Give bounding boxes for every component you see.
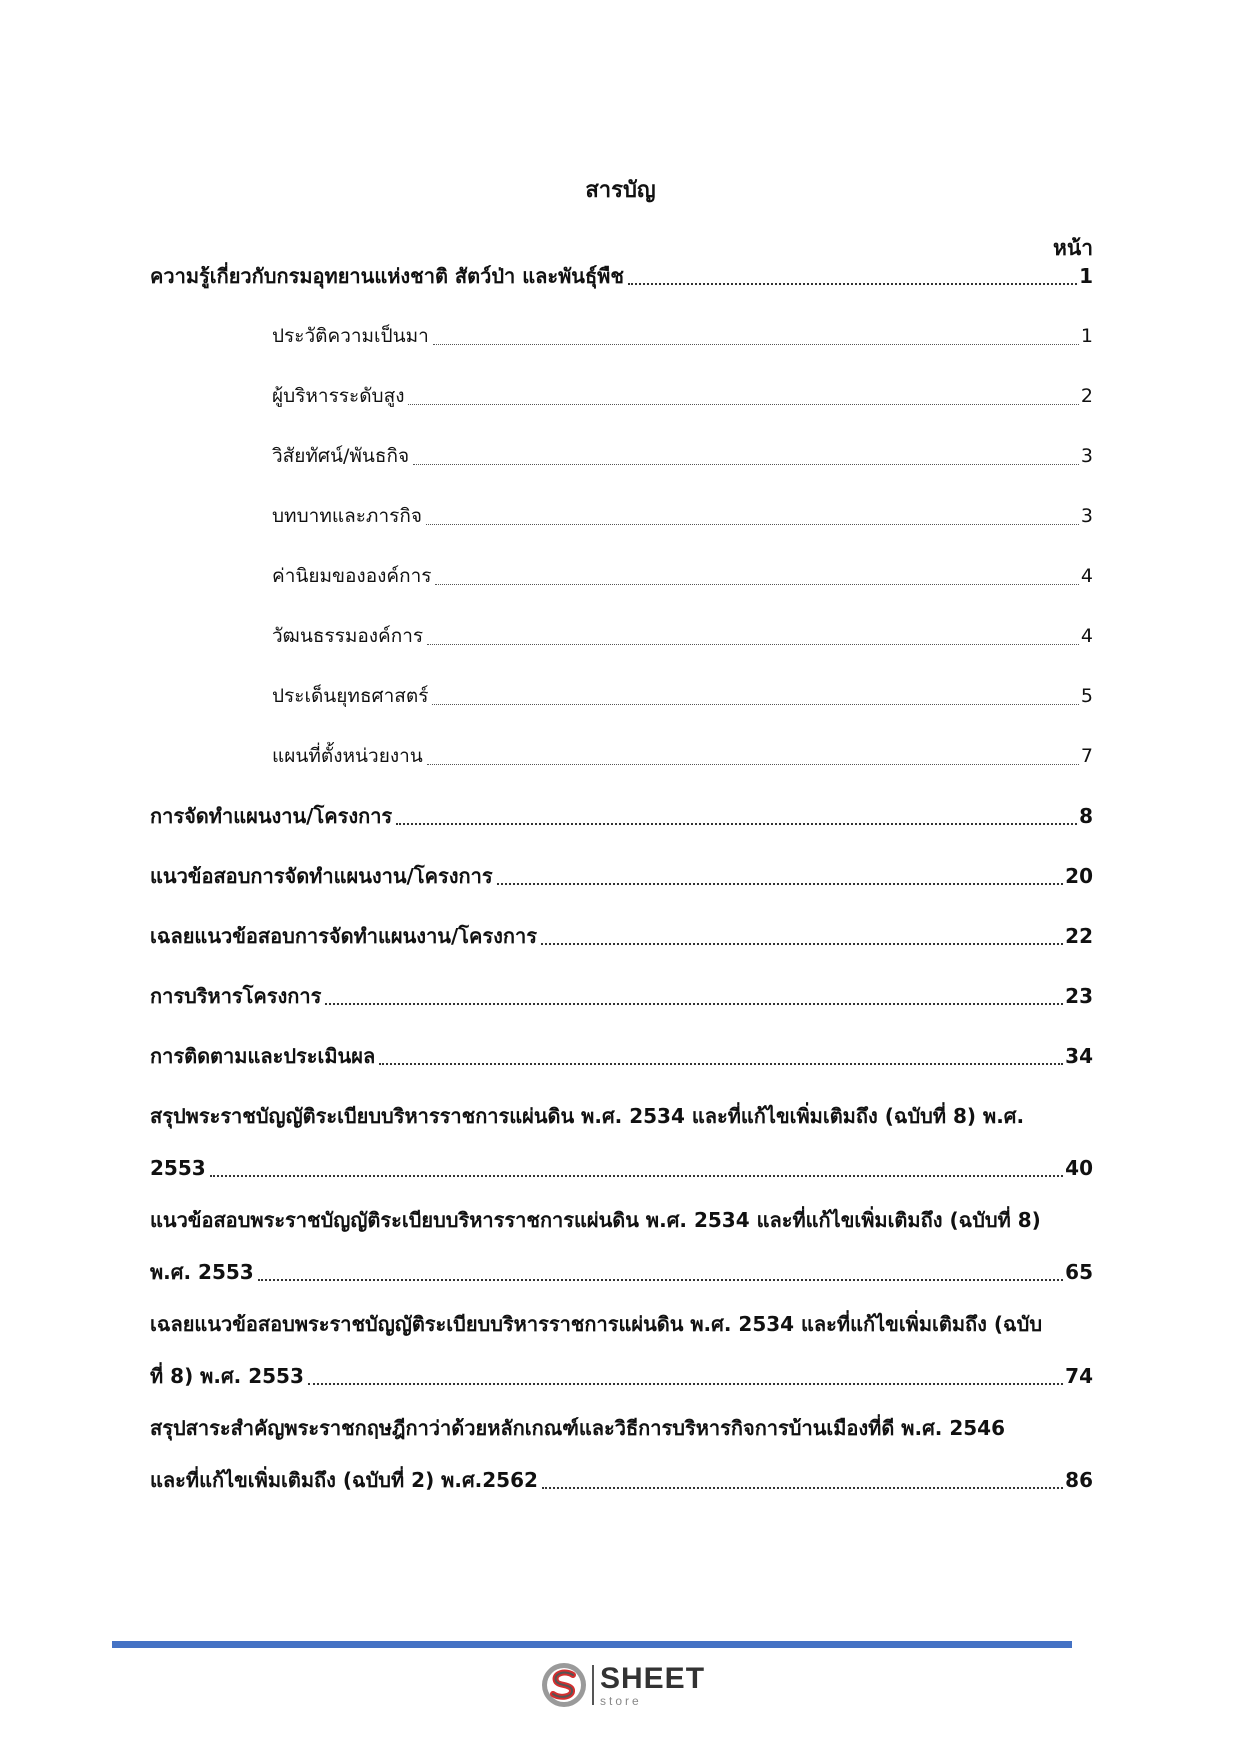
toc-entry (150, 262, 1093, 290)
dot-leader (408, 404, 1078, 405)
toc-entry-page: 4 (1080, 565, 1093, 587)
toc-entry-text: ผู้บริหารระดับสูง (272, 385, 405, 407)
page-column-label: หน้า (1053, 236, 1093, 260)
toc-entry-page: 34 (1065, 1044, 1093, 1068)
dot-leader (541, 943, 1063, 945)
toc-entry-text: การบริหารโครงการ (150, 984, 322, 1008)
dot-leader (427, 644, 1079, 645)
dot-leader (433, 344, 1079, 345)
toc-entry-text: วิสัยทัศน์/พันธกิจ (272, 445, 410, 467)
dot-leader (210, 1175, 1063, 1177)
toc-entry-page: 5 (1080, 685, 1093, 707)
toc-entry-text-line2: 2553 (150, 1156, 206, 1180)
toc-entry-page: 74 (1065, 1364, 1093, 1388)
toc-entry (272, 622, 1093, 650)
toc-entry-text-line2: และที่แก้ไขเพิ่มเติมถึง (ฉบับที่ 2) พ.ศ.2562 (150, 1468, 538, 1492)
toc-entry (272, 322, 1093, 350)
toc-entry-text-line1: แนวข้อสอบพระราชบัญญัติระเบียบบริหารราชการแผ่นดิน พ.ศ. 2534 และที่แก้ไขเพิ่มเติมถึง (ฉบับที่ 8) (150, 1208, 1041, 1232)
toc-entry (272, 502, 1093, 530)
dot-leader (325, 1003, 1063, 1005)
toc-entry-text-line1: เฉลยแนวข้อสอบพระราชบัญญัติระเบียบบริหารราชการแผ่นดิน พ.ศ. 2534 และที่แก้ไขเพิ่มเติมถึง (ฉบับ (150, 1312, 1043, 1336)
toc-entry (272, 442, 1093, 470)
toc-entry-text: การจัดทำแผนงาน/โครงการ (150, 804, 393, 828)
toc-entry-text: เฉลยแนวข้อสอบการจัดทำแผนงาน/โครงการ (150, 924, 537, 948)
toc-title: สารบัญ (585, 178, 656, 203)
footer-divider (112, 1641, 1072, 1648)
logo-separator (592, 1665, 594, 1705)
toc-entry-text-line2: ที่ 8) พ.ศ. 2553 (150, 1364, 304, 1388)
logo-wordmark: SHEET (600, 1661, 706, 1695)
logo-subtitle: store (600, 1693, 642, 1708)
toc-entry (272, 382, 1093, 410)
toc-entry-multiline (150, 1310, 1093, 1390)
toc-entry-page: 1 (1079, 264, 1093, 288)
toc-entry (272, 562, 1093, 590)
dot-leader (396, 823, 1077, 825)
toc-entry-multiline (150, 1102, 1093, 1182)
dot-leader (427, 764, 1079, 765)
toc-entry (150, 802, 1093, 830)
toc-entry-page: 86 (1065, 1468, 1093, 1492)
toc-entry-page: 1 (1080, 325, 1093, 347)
toc-entry (272, 742, 1093, 770)
toc-entry (272, 682, 1093, 710)
toc-entry (150, 922, 1093, 950)
toc-entry-text-line1: สรุปสาระสำคัญพระราชกฤษฎีกาว่าด้วยหลักเกณฑ์และวิธีการบริหารกิจการบ้านเมืองที่ดี พ.ศ. 2546 (150, 1416, 1005, 1440)
dot-leader (308, 1383, 1063, 1385)
toc-entry-page: 7 (1080, 745, 1093, 767)
sheet-store-logo (540, 1660, 710, 1710)
dot-leader (628, 283, 1077, 285)
toc-entry-text: การติดตามและประเมินผล (150, 1044, 376, 1068)
dot-leader (413, 464, 1079, 465)
toc-entry-text-line2: พ.ศ. 2553 (150, 1260, 254, 1284)
toc-entry-page: 8 (1079, 804, 1093, 828)
toc-entry-multiline (150, 1206, 1093, 1286)
toc-entry-text: ประวัติความเป็นมา (272, 325, 429, 347)
toc-entry-multiline (150, 1414, 1093, 1494)
toc-entry-page: 4 (1080, 625, 1093, 647)
dot-leader (258, 1279, 1063, 1281)
toc-entry-text-line1: สรุปพระราชบัญญัติระเบียบบริหารราชการแผ่นดิน พ.ศ. 2534 และที่แก้ไขเพิ่มเติมถึง (ฉบับที่ 8) พ.ศ. (150, 1104, 1025, 1128)
dot-leader (435, 584, 1078, 585)
toc-entry-page: 3 (1080, 445, 1093, 467)
dot-leader (432, 704, 1078, 705)
toc-entry-page: 20 (1065, 864, 1093, 888)
dot-leader (426, 524, 1079, 525)
toc-entry-page: 23 (1065, 984, 1093, 1008)
toc-entry-page: 2 (1080, 385, 1093, 407)
toc-entry-text: ความรู้เกี่ยวกับกรมอุทยานแห่งชาติ สัตว์ป่า และพันธุ์พืช (150, 264, 624, 288)
dot-leader (497, 883, 1064, 885)
toc-entry-page: 3 (1080, 505, 1093, 527)
sheet-store-logo-icon (540, 1661, 588, 1709)
toc-entry (150, 862, 1093, 890)
toc-entry-page: 40 (1065, 1156, 1093, 1180)
toc-entry-text: ค่านิยมขององค์การ (272, 565, 432, 587)
toc-entry-page: 22 (1065, 924, 1093, 948)
toc-entry-text: บทบาทและภารกิจ (272, 505, 422, 527)
toc-entry-text: วัฒนธรรมองค์การ (272, 625, 424, 647)
dot-leader (542, 1487, 1063, 1489)
toc-entry (150, 982, 1093, 1010)
toc-entry-page: 65 (1065, 1260, 1093, 1284)
toc-entry-text: แนวข้อสอบการจัดทำแผนงาน/โครงการ (150, 864, 493, 888)
dot-leader (379, 1063, 1063, 1065)
toc-entry (150, 1042, 1093, 1070)
toc-entry-text: แผนที่ตั้งหน่วยงาน (272, 745, 423, 767)
toc-entry-text: ประเด็นยุทธศาสตร์ (272, 685, 429, 707)
